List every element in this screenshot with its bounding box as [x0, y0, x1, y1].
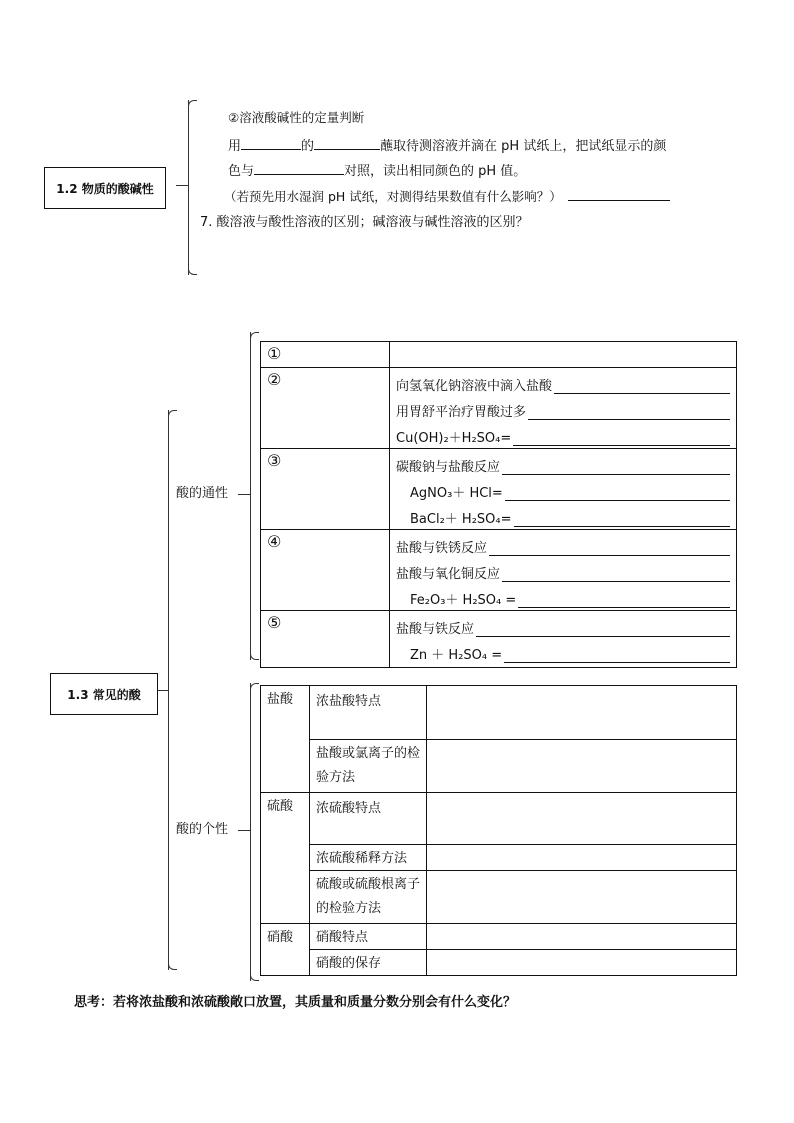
thought-question: 思考：若将浓盐酸和浓硫酸敞口放置，其质量和质量分数分别会有什么变化？ — [74, 995, 517, 1010]
blank-2 — [314, 137, 380, 150]
general-row-3 — [261, 449, 737, 530]
blank-1 — [241, 137, 301, 150]
answer-cell — [427, 793, 737, 845]
answer-cell — [427, 871, 737, 924]
line-item: Cu(OH)₂＋H₂SO₄= — [396, 420, 730, 446]
brace-general — [250, 332, 251, 660]
line-item: 盐酸与铁反应 — [396, 611, 730, 637]
question-7: 7. 酸溶液与酸性溶液的区别；碱溶液与碱性溶液的区别？ — [200, 215, 529, 230]
general-row-5 — [261, 611, 737, 668]
row-content — [390, 530, 737, 611]
brace-individual — [250, 683, 251, 981]
ph-line-1b: 的 — [301, 139, 315, 154]
brace-general-tip — [238, 494, 250, 495]
ph-line-2a: 色与 — [228, 164, 255, 179]
individual-table — [260, 685, 737, 976]
ph-line-2b: 对照，读出相同颜色的 pH 值。 — [344, 164, 527, 179]
brace-1-2-tip — [176, 185, 188, 186]
line-item: 盐酸与氧化铜反应 — [396, 556, 730, 582]
row-content — [390, 368, 737, 449]
general-row-1 — [261, 342, 737, 368]
general-label: 酸的通性 — [176, 486, 229, 501]
brace-individual-tip — [238, 830, 250, 831]
h2so4-dilute-label: 浓硫酸稀释方法 — [310, 845, 427, 871]
row-num: ⑤ — [261, 611, 390, 668]
ph-line-1c: 蘸取待测溶液并滴在 pH 试纸上，把试纸显示的颜 — [380, 139, 667, 154]
ph-line-1 — [228, 137, 666, 156]
section-1-3-label: 1.3 常见的酸 — [50, 673, 158, 715]
line-item: 向氢氧化钠溶液中滴入盐酸 — [396, 368, 730, 394]
hno3-store-label: 硝酸的保存 — [310, 950, 427, 976]
line-item: BaCl₂＋ H₂SO₄= — [396, 501, 730, 527]
ph-line-1a: 用 — [228, 139, 242, 154]
h2so4-test-label: 硫酸或硫酸根离子的检验方法 — [310, 871, 427, 924]
line-item: 用胃舒平治疗胃酸过多 — [396, 394, 730, 420]
general-table — [260, 341, 737, 668]
brace-1-2 — [188, 100, 189, 275]
hno3-feature-label: 硝酸特点 — [310, 924, 427, 950]
ph-line-2 — [228, 162, 526, 181]
line-item: AgNO₃＋ HCl= — [396, 475, 730, 501]
answer-cell — [427, 740, 737, 793]
line-item: 碳酸钠与盐酸反应 — [396, 449, 730, 475]
answer-cell — [427, 924, 737, 950]
ph-line-3-text: （若预先用水湿润 pH 试纸，对测得结果数值有什么影响？） — [224, 189, 562, 204]
answer-cell — [427, 950, 737, 976]
row-content — [390, 342, 737, 368]
general-row-4 — [261, 530, 737, 611]
line-item: Zn ＋ H₂SO₄ = — [396, 637, 730, 663]
row-num: ④ — [261, 530, 390, 611]
row-num: ③ — [261, 449, 390, 530]
blank-4 — [568, 188, 670, 201]
section-1-2-label: 1.2 物质的酸碱性 — [44, 167, 166, 209]
row-num: ② — [261, 368, 390, 449]
answer-cell — [427, 845, 737, 871]
h2so4-conc-label: 浓硫酸特点 — [310, 793, 427, 845]
individual-label: 酸的个性 — [176, 822, 229, 837]
brace-1-3-tip — [158, 690, 168, 691]
general-row-2 — [261, 368, 737, 449]
subtitle-ph: ②溶液酸碱性的定量判断 — [228, 110, 365, 125]
brace-1-3 — [168, 410, 169, 970]
acid-hno3: 硝酸 — [261, 924, 310, 976]
answer-cell — [427, 686, 737, 740]
line-item: Fe₂O₃＋ H₂SO₄ = — [396, 582, 730, 608]
acid-hcl: 盐酸 — [261, 686, 310, 793]
blank-3 — [254, 162, 344, 175]
hcl-test-label: 盐酸或氯离子的检验方法 — [310, 740, 427, 793]
hcl-conc-label: 浓盐酸特点 — [310, 686, 427, 740]
ph-line-3 — [224, 188, 670, 206]
row-content — [390, 611, 737, 668]
acid-h2so4: 硫酸 — [261, 793, 310, 924]
line-item: 盐酸与铁锈反应 — [396, 530, 730, 556]
row-num: ① — [261, 342, 390, 368]
row-content — [390, 449, 737, 530]
